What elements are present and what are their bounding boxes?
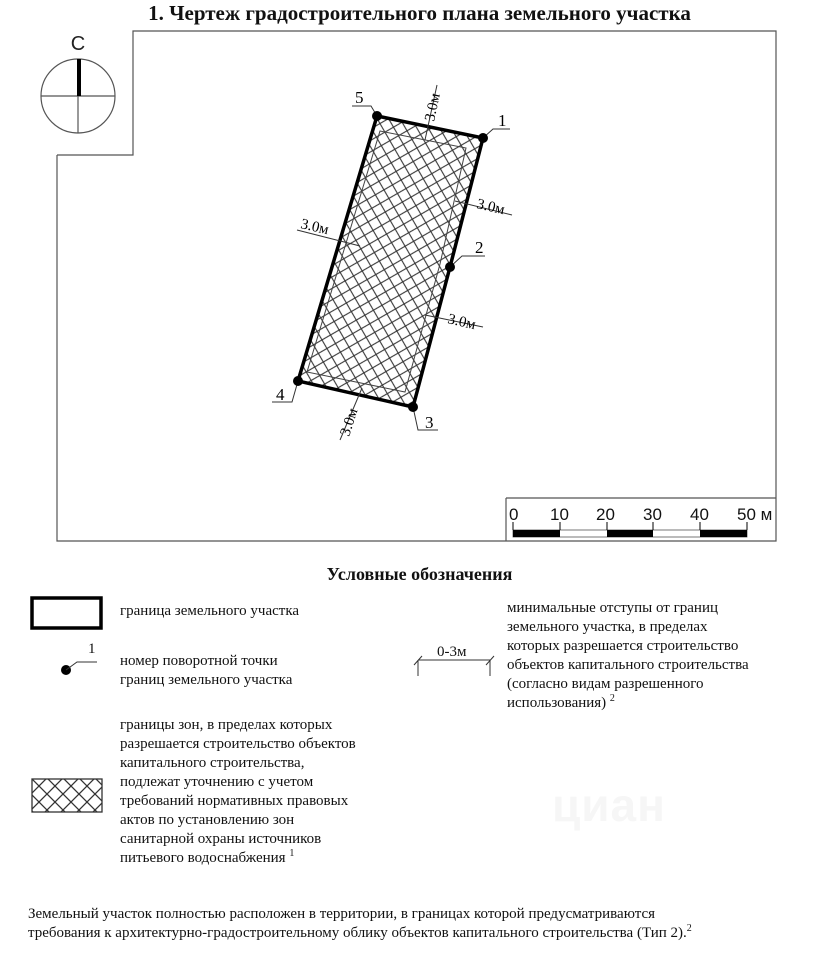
setback-label: 3.0м (337, 406, 362, 439)
setback-label: 3.0м (299, 216, 331, 239)
buildable-zone-hatch (298, 116, 483, 407)
legend-line: капитального строительства, (120, 755, 305, 771)
legend-line: подлежат уточнению с учетом (120, 774, 314, 790)
scale-segment (513, 530, 560, 537)
vertex-point-3 (408, 402, 418, 412)
legend-line: требований нормативных правовых (120, 793, 349, 809)
scale-segment (607, 530, 653, 537)
scale-segment (700, 530, 747, 537)
legend-line: границ земельного участка (120, 672, 293, 688)
scale-tick-label: 40 (690, 505, 709, 524)
vertex-label-2: 2 (475, 238, 484, 257)
scale-tick-label: 30 (643, 505, 662, 524)
scale-tick-label: 50 м (737, 505, 773, 524)
legend-line: земельного участка, в пределах (507, 619, 708, 635)
setback-label: 3.0м (475, 196, 507, 219)
footer-line: Земельный участок полностью расположен в территории, в границах которой предусматриваются (28, 906, 655, 922)
footer-line: требования к архитектурно-градостроительному облику объектов капитального строительства (Тип 2). (28, 925, 687, 941)
legend-line: разрешается строительство объектов (120, 736, 356, 752)
setback-label: 3.0м (446, 311, 478, 334)
legend-item-vertex (120, 652, 292, 690)
vertex-label-1: 1 (498, 111, 507, 130)
vertex-point-1 (478, 133, 488, 143)
compass-icon (41, 59, 115, 133)
legend-item-setback (507, 599, 749, 713)
footnote-marker: 1 (289, 848, 295, 859)
legend-item-zone (120, 716, 356, 868)
legend-boundary-symbol (30, 596, 104, 632)
scale-tick-label: 10 (550, 505, 569, 524)
legend-line: (согласно видам разрешенного (507, 676, 704, 692)
vertex-point-2 (445, 262, 455, 272)
legend-title: Условные обозначения (326, 564, 513, 584)
scale-tick-label: 0 (509, 505, 519, 524)
vertex-point-4 (293, 376, 303, 386)
legend-line: границы зон, в пределах которых (120, 717, 333, 733)
setback-label: 3.0м (422, 91, 444, 123)
watermark-logo: циан (552, 779, 666, 831)
vertex-label-5: 5 (355, 88, 364, 107)
legend-line: объектов капитального строительства (507, 657, 749, 673)
footer-note (28, 905, 828, 943)
legend-line: актов по установлению зон (120, 812, 295, 828)
legend-vertex-symbol (55, 640, 105, 680)
scale-bar (506, 498, 776, 541)
page-title: 1. Чертеж градостроительного плана земельного участка (148, 1, 691, 25)
legend-line: использования) (507, 695, 607, 711)
legend-vertex-label: 1 (88, 641, 96, 657)
vertex-label-4: 4 (276, 385, 285, 404)
legend-line: которых разрешается строительство (507, 638, 739, 654)
legend-line: минимальные отступы от границ (507, 600, 719, 616)
legend-line: питьевого водоснабжения (120, 850, 286, 866)
legend-hatch-symbol (31, 778, 105, 814)
compass-north-label: С (70, 33, 86, 55)
vertex-point-5 (372, 111, 382, 121)
footnote-marker: 2 (686, 923, 692, 934)
legend-setback-label: 0-3м (437, 644, 467, 660)
legend-line: номер поворотной точки (120, 653, 278, 669)
footnote-marker: 2 (609, 693, 615, 704)
legend-item-boundary: граница земельного участка (120, 603, 300, 619)
legend-line: санитарной охраны источников (120, 831, 322, 847)
scale-tick-label: 20 (596, 505, 615, 524)
vertex-label-3: 3 (425, 413, 434, 432)
